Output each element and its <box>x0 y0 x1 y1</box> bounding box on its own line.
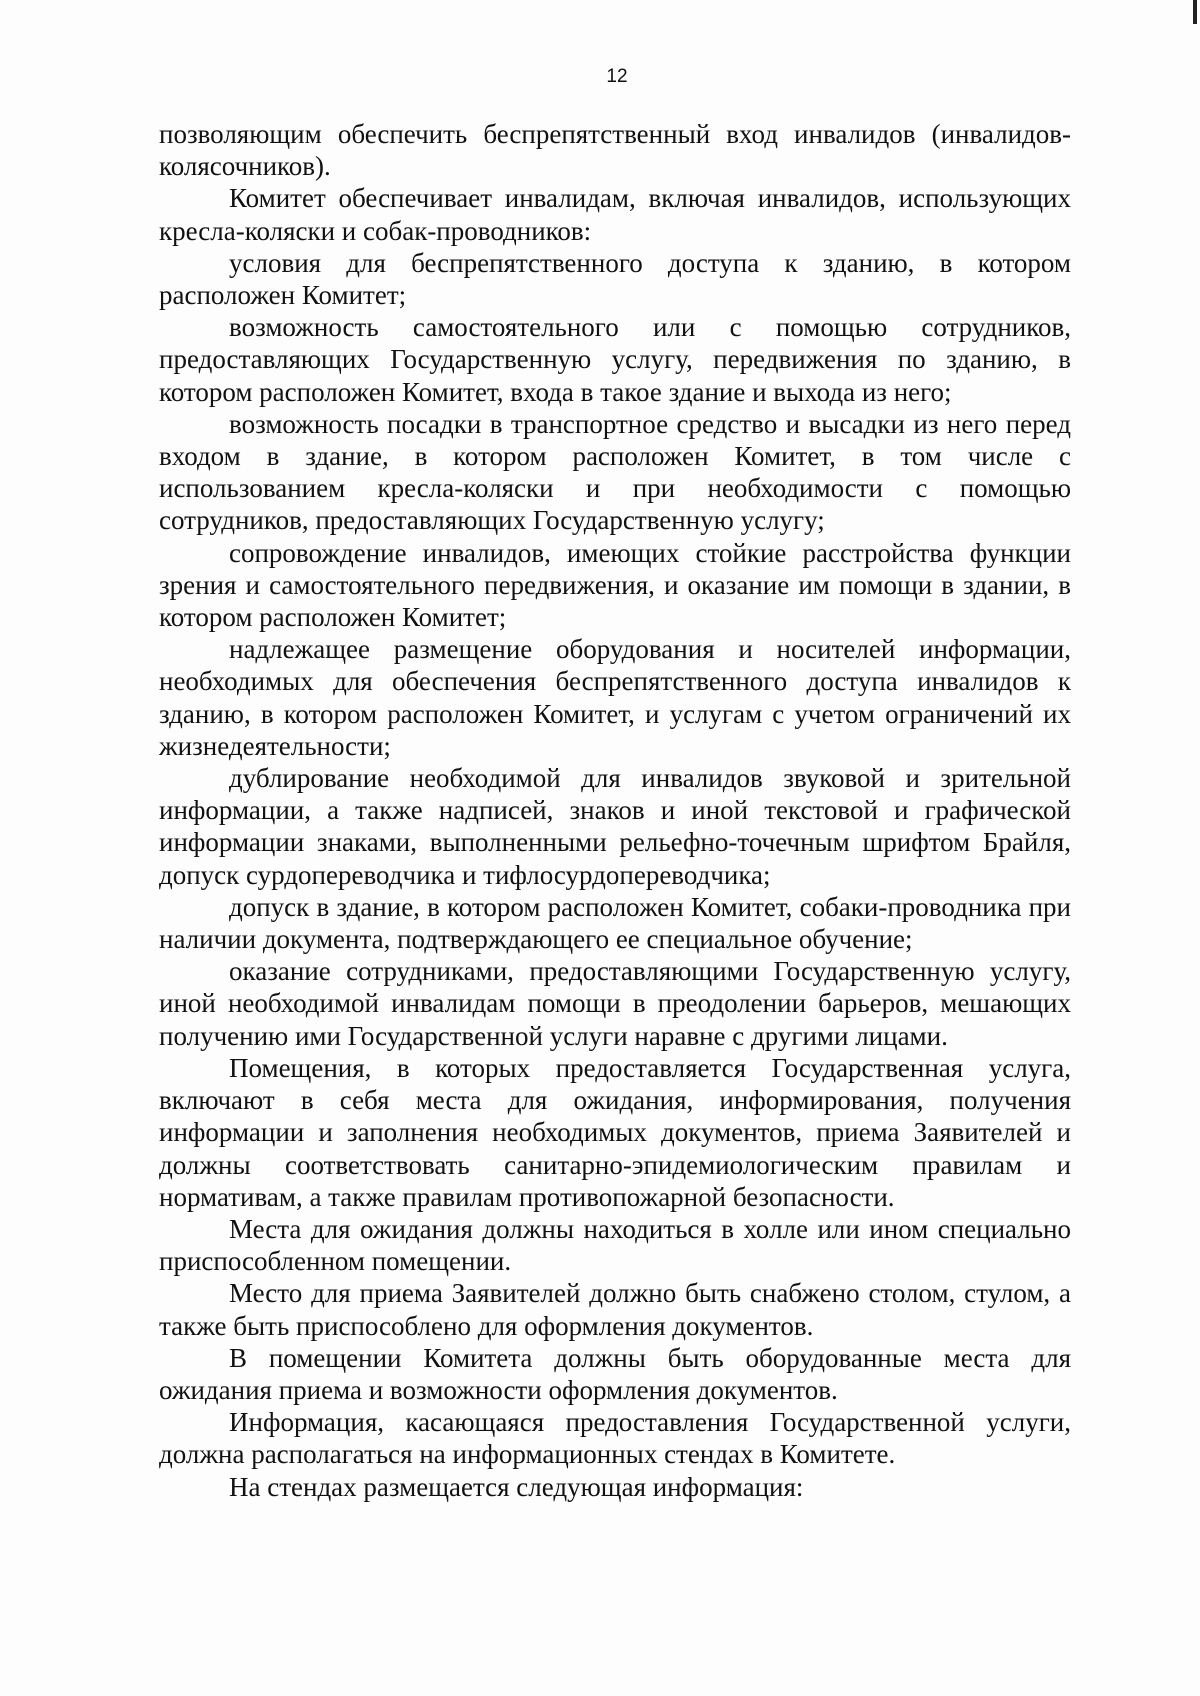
document-body <box>159 118 1071 1503</box>
scan-edge-mark <box>1193 0 1197 24</box>
list-item-paragraph: допуск в здание, в котором расположен Комитет, собаки-проводника при наличии документа, подтверждающего ее специальное обучение; <box>159 891 1071 955</box>
paragraph: Помещения, в которых предоставляется Государственная услуга, включают в себя места для ожидания, информирования, получения информации и заполнения необходимых документов, приема Заявителей и должны соответствовать санитарно-эпидемиологическим правилам и нормативам, а также правилам противопожарной безопасности. <box>159 1052 1071 1212</box>
paragraph: Комитет обеспечивает инвалидам, включая инвалидов, использующих кресла-коляски и собак-проводников: <box>159 183 1071 246</box>
page-number: 12 <box>606 66 628 87</box>
list-item-paragraph: оказание сотрудниками, предоставляющими Государственную услугу, иной необходимой инвалидам помощи в преодолении барьеров, мешающих получению ими Государственной услуги наравне с другими лицами. <box>159 956 1071 1051</box>
paragraph: Места для ожидания должны находиться в холле или ином специально приспособленном помещении. <box>159 1213 1071 1277</box>
list-item-paragraph: возможность самостоятельного или с помощью сотрудников, предоставляющих Государственную услугу, передвижения по зданию, в котором расположен Комитет, входа в такое здание и выхода из него; <box>159 312 1071 407</box>
list-item-paragraph: сопровождение инвалидов, имеющих стойкие расстройства функции зрения и самостоятельного передвижения, и оказание им помощи в здании, в котором расположен Комитет; <box>159 537 1071 633</box>
paragraph: На стендах размещается следующая информация: <box>229 1471 804 1502</box>
list-item-paragraph: дублирование необходимой для инвалидов звуковой и зрительной информации, а также надписей, знаков и иной текстовой и графической информации знаками, выполненными рельефно-точечным шрифтом Брайля, допуск сурдопереводчика и тифлосурдопереводчика; <box>159 763 1071 890</box>
paragraph: Место для приема Заявителей должно быть снабжено столом, стулом, а также быть приспособлено для оформления документов. <box>159 1278 1071 1341</box>
list-item-paragraph: условия для беспрепятственного доступа к зданию, в котором расположен Комитет; <box>159 247 1071 311</box>
list-item-paragraph: надлежащее размещение оборудования и носителей информации, необходимых для обеспечения беспрепятственного доступа инвалидов к зданию, в котором расположен Комитет, и услугам с учетом ограничений их жизнедеятельности; <box>159 634 1071 761</box>
paragraph-continuation: позволяющим обеспечить беспрепятственный вход инвалидов (инвалидов-колясочников). <box>159 119 1071 182</box>
paragraph: В помещении Комитета должны быть оборудованные места для ожидания приема и возможности оформления документов. <box>159 1342 1071 1405</box>
paragraph: Информация, касающаяся предоставления Государственной услуги, должна располагаться на информационных стендах в Комитете. <box>159 1407 1071 1470</box>
list-item-paragraph: возможность посадки в транспортное средство и высадки из него перед входом в здание, в котором расположен Комитет, в том числе с использованием кресла-коляски и при необходимости с помощью сотрудников, предоставляющих Государственную услугу; <box>159 408 1071 536</box>
